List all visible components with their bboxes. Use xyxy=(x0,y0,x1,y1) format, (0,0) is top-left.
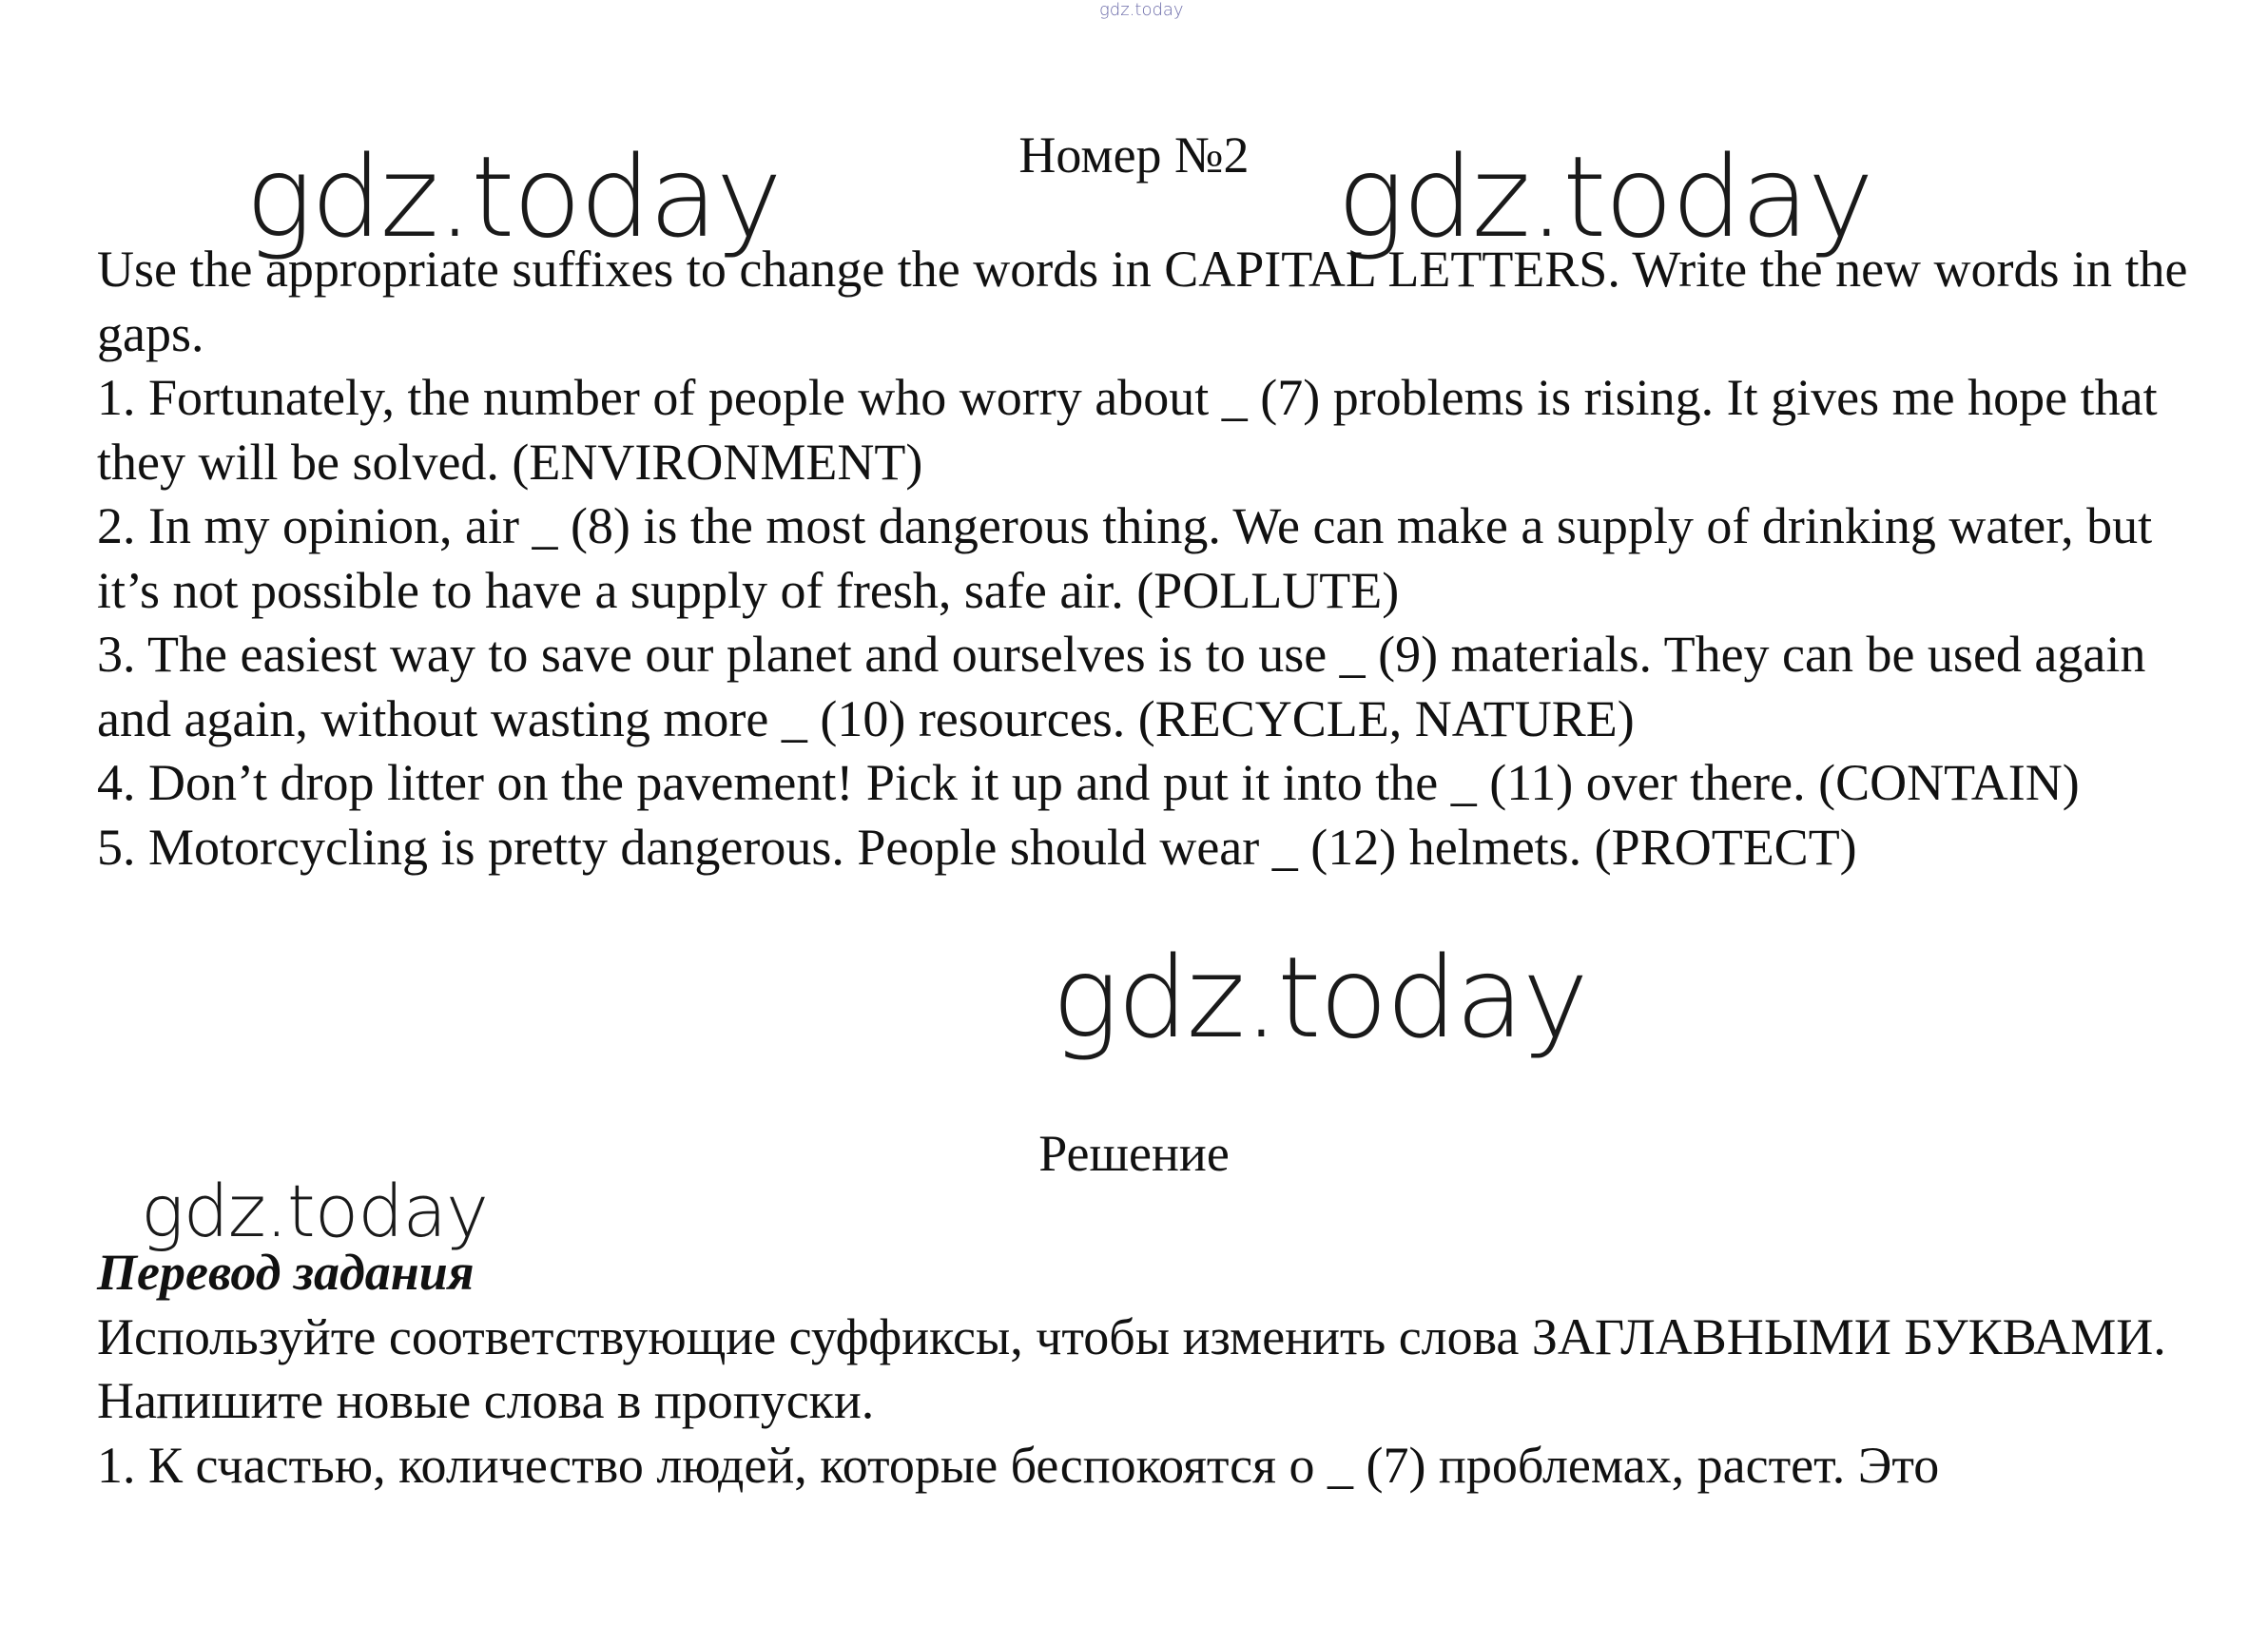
translation-instruction: Используйте соответствующие суффиксы, чтобы изменить слова ЗАГЛАВНЫМИ БУКВАМИ. Напишите новые слова в пропуски. xyxy=(97,1307,2166,1429)
task-item: 5. Motorcycling is pretty dangerous. People should wear _ (12) helmets. (PROTECT) xyxy=(97,818,1857,876)
task-instruction: Use the appropriate suffixes to change the words in CAPITAL LETTERS. Write the new words in the gaps. xyxy=(97,241,2188,362)
watermark-middle: gdz.today xyxy=(1052,932,1587,1063)
page-title: Номер №2 xyxy=(1018,126,1250,184)
task-item: 1. Fortunately, the number of people who worry about _ (7) problems is rising. It gives me hope that they will be solved. (ENVIRONMENT) xyxy=(97,369,2158,491)
watermark-right-top: gdz.today xyxy=(1337,131,1872,262)
task-item: 4. Don’t drop litter on the pavement! Pick it up and put it into the _ (11) over there. (CONTAIN) xyxy=(97,754,2080,811)
task-item: 2. In my opinion, air _ (8) is the most dangerous thing. We can make a supply of drinking water, but it’s not possible to have a supply of fresh, safe air. (POLLUTE) xyxy=(97,497,2153,619)
watermark-top-small: gdz.today xyxy=(1099,0,1184,20)
task-block xyxy=(97,238,2227,880)
solution-heading: Решение xyxy=(1038,1125,1230,1182)
translation-block xyxy=(97,1241,2227,1498)
task-item: 3. The easiest way to save our planet and ourselves is to use _ (9) materials. They can be used again and again, without wasting more _ (10) resources. (RECYCLE, NATURE) xyxy=(97,626,2146,747)
translation-item: 1. К счастью, количество людей, которые беспокоятся о _ (7) проблемах, растет. Это xyxy=(97,1436,1940,1494)
watermark-lower-left: gdz.today xyxy=(141,1169,488,1253)
watermark-left-top: gdz.today xyxy=(245,131,781,262)
translation-heading: Перевод задания xyxy=(97,1244,475,1301)
